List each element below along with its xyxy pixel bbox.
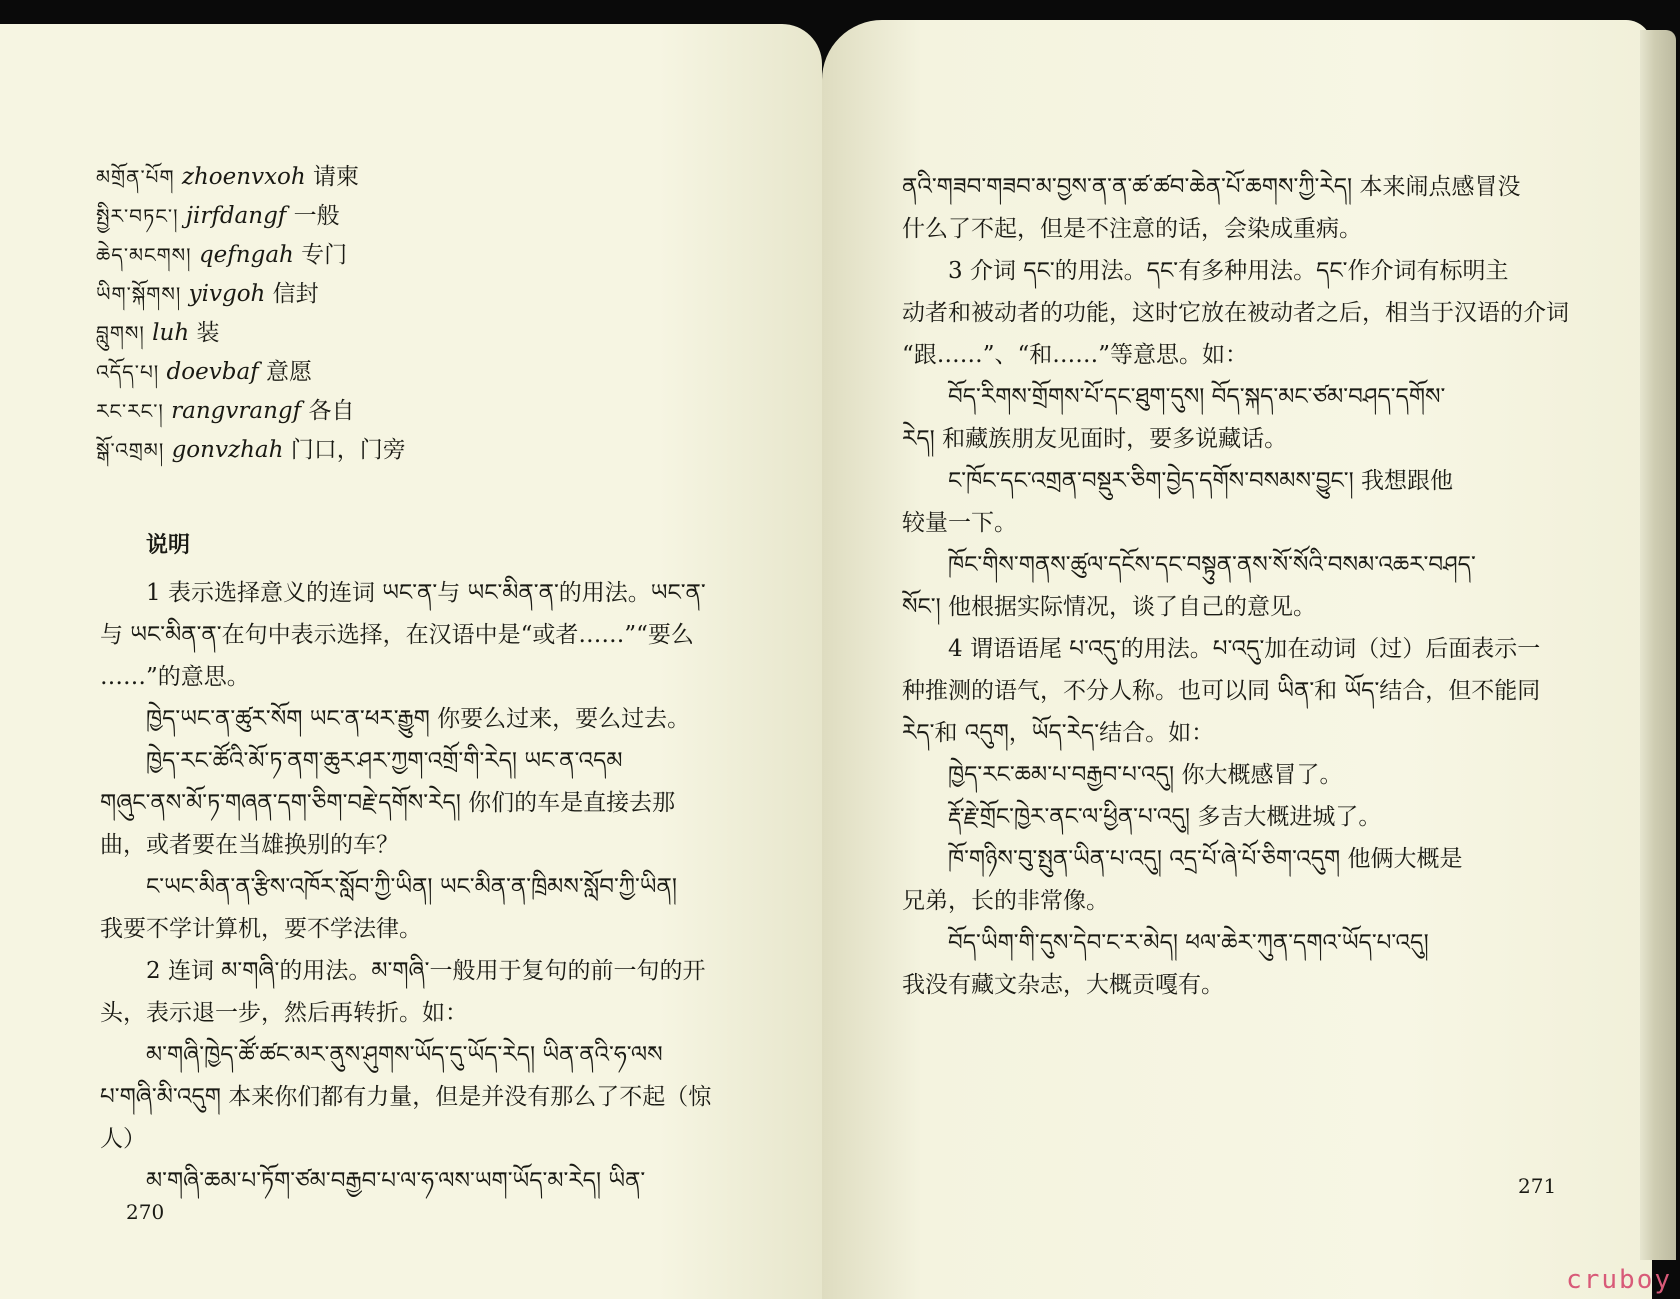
vocab-chinese: 专门	[301, 242, 348, 268]
body-line: རྡོ་རྗེ་གྲོང་ཁྱེར་ནང་ལ་ཕྱིན་པ་འདུ། 多吉大概进城了。	[948, 804, 1382, 830]
body-line: སོང་། 他根据实际情况，谈了自己的意见。	[902, 594, 1317, 620]
left-page	[0, 24, 822, 1299]
vocab-chinese: 各自	[308, 398, 355, 424]
vocab-chinese: 门口，门旁	[290, 437, 406, 463]
vocab-latin: luh	[152, 320, 190, 346]
vocab-chinese: 一般	[293, 203, 340, 229]
body-line: 人）	[100, 1126, 146, 1152]
body-line: གཞུང་ནས་མོ་ཏ་གཞན་དག་ཅིག་བརྗེ་དགོས་རེད། 你们的车是直接去那	[100, 790, 676, 816]
body-line: མ་གཞི་ཆམ་པ་ཏོག་ཙམ་བརྒྱབ་པ་ལ་ཧ་ལས་ཡག་ཡོད་མ་རེད། ཡིན་	[146, 1168, 646, 1194]
vocab-item	[96, 396, 354, 426]
section-heading: 说明	[146, 532, 191, 558]
body-line: 我要不学计算机，要不学法律。	[100, 916, 422, 942]
vocab-tibetan: ཡིག་སྐོགས།	[96, 282, 182, 306]
vocab-tibetan: བླུགས།	[96, 321, 145, 345]
vocab-tibetan: འདོད་པ།	[96, 360, 160, 384]
page-number: 271	[1518, 1174, 1557, 1198]
body-line: ཁྱེད་རང་ཚོའི་མོ་ཏ་ནག་ཆུར་ཤར་ཀྱག་འགྲོ་གི་རེད། ཡང་ན་འདམ	[146, 748, 623, 774]
vocab-item	[96, 240, 347, 270]
body-line: 3 介词 དང་的用法。དང་有多种用法。དང་作介词有标明主	[948, 258, 1509, 284]
vocab-tibetan: རང་རང་།	[96, 399, 164, 423]
body-line: ཁྱེད་ཡང་ན་ཚུར་སོག ཡང་ན་ཕར་རྒྱུག 你要么过来，要么过去。	[146, 706, 691, 732]
vocab-item	[96, 279, 319, 309]
body-line: 我没有藏文杂志，大概贡嘎有。	[902, 972, 1224, 998]
vocab-chinese: 信封	[272, 281, 319, 307]
vocab-chinese: 装	[196, 320, 220, 346]
body-line: 与 ཡང་མིན་ན་在句中表示选择，在汉语中是“或者……”“要么	[100, 622, 694, 648]
vocab-latin: yivgoh	[188, 281, 266, 307]
vocab-latin: jirfdangf	[185, 203, 287, 229]
body-line: ཁྱེད་རང་ཆམ་པ་བརྒྱབ་པ་འདུ། 你大概感冒了。	[948, 762, 1343, 788]
body-line: ཁོ་གཉིས་བུ་སྤུན་ཡིན་པ་འདུ། འདྲ་པོ་ཞེ་པོ་ཅིག་འདུག 他俩大概是	[948, 846, 1463, 872]
body-line: “跟……”、“和……”等意思。如：	[902, 342, 1249, 368]
page-edge	[1640, 30, 1676, 1260]
vocab-item	[96, 318, 219, 348]
body-line: 4 谓语语尾 པ་འདུ་的用法。པ་འདུ་加在动词（过）后面表示一	[948, 636, 1541, 662]
body-line: 曲，或者要在当雄换别的车？	[100, 832, 399, 858]
watermark: cruboy	[1566, 1265, 1672, 1295]
vocab-item	[96, 435, 406, 465]
vocab-chinese: 请柬	[313, 164, 360, 190]
vocab-item	[96, 357, 312, 387]
vocab-latin: qefngah	[198, 242, 294, 268]
body-line: ……”的意思。	[100, 664, 250, 690]
body-line: 什么了不起，但是不注意的话，会染成重病。	[902, 216, 1362, 242]
body-line: ང་ཁོང་དང་འགྲན་བསྡུར་ཅིག་བྱེད་དགོས་བསམས་བྱུང་། 我想跟他	[948, 468, 1454, 494]
page-number: 270	[126, 1200, 165, 1224]
body-line: ནའི་གཟབ་གཟབ་མ་བྱས་ན་ན་ཚ་ཚབ་ཆེན་པོ་ཆགས་ཀྱི་རེད། 本来闹点感冒没	[902, 174, 1521, 200]
body-line: 兄弟，长的非常像。	[902, 888, 1109, 914]
vocab-tibetan: ཆེད་མངགས།	[96, 243, 192, 267]
right-page	[822, 20, 1652, 1299]
vocab-tibetan: མགྲོན་པོག	[96, 165, 175, 189]
body-line: 较量一下。	[902, 510, 1017, 536]
vocab-latin: rangvrangf	[171, 398, 302, 424]
body-line: ཁོང་གིས་གནས་ཚུལ་དངོས་དང་བསྟུན་ནས་སོ་སོའི་བསམ་འཆར་བཤད་	[948, 552, 1476, 578]
vocab-latin: doevbaf	[166, 359, 259, 385]
vocab-latin: gonvzhah	[171, 437, 284, 463]
body-line: བོད་རིགས་གྲོགས་པོ་དང་ཐུག་དུས། བོད་སྐད་མང་ཙམ་བཤད་དགོས་	[948, 384, 1446, 410]
body-line: 2 连词 མ་གཞི་的用法。མ་གཞི་一般用于复句的前一句的开	[146, 958, 706, 984]
body-line: བོད་ཡིག་གི་དུས་དེབ་ང་ར་མེད། ཕལ་ཆེར་ཀུན་དགའ་ཡོད་པ་འདུ།	[948, 930, 1429, 956]
body-line: 动者和被动者的功能，这时它放在被动者之后，相当于汉语的介词	[902, 300, 1569, 326]
vocab-chinese: 意愿	[265, 359, 312, 385]
body-line: པ་གཞི་མི་འདུག 本来你们都有力量，但是并没有那么了不起（惊	[100, 1084, 712, 1110]
vocab-tibetan: སྒོ་འགྲམ།	[96, 438, 165, 462]
body-line: རེད། 和藏族朋友见面时，要多说藏话。	[902, 426, 1288, 452]
body-line: རེད་和 འདུག，ཡོད་རེད་结合。如：	[902, 720, 1215, 746]
vocab-tibetan: སྤྱིར་བཏང་།	[96, 204, 179, 228]
body-line: མ་གཞི་ཁྱེད་ཚོ་ཚང་མར་ནུས་ཤུགས་ཡོད་དུ་ཡོད་རེད། ཡིན་ནའི་ཧ་ལས	[146, 1042, 663, 1068]
vocab-item	[96, 162, 359, 192]
vocab-latin: zhoenvxoh	[181, 164, 306, 190]
body-line: 头，表示退一步，然后再转折。如：	[100, 1000, 468, 1026]
body-line: 种推测的语气，不分人称。也可以同 ཡིན་和 ཡོད་结合，但不能同	[902, 678, 1541, 704]
body-line: 1 表示选择意义的连词 ཡང་ན་与 ཡང་མིན་ན་的用法。ཡང་ན་	[146, 580, 706, 606]
vocab-item	[96, 201, 340, 231]
body-line: ང་ཡང་མིན་ན་རྩིས་འཁོར་སློབ་ཀྱི་ཡིན། ཡང་མིན་ན་ཁྲིམས་སློབ་ཀྱི་ཡིན།	[146, 874, 677, 900]
